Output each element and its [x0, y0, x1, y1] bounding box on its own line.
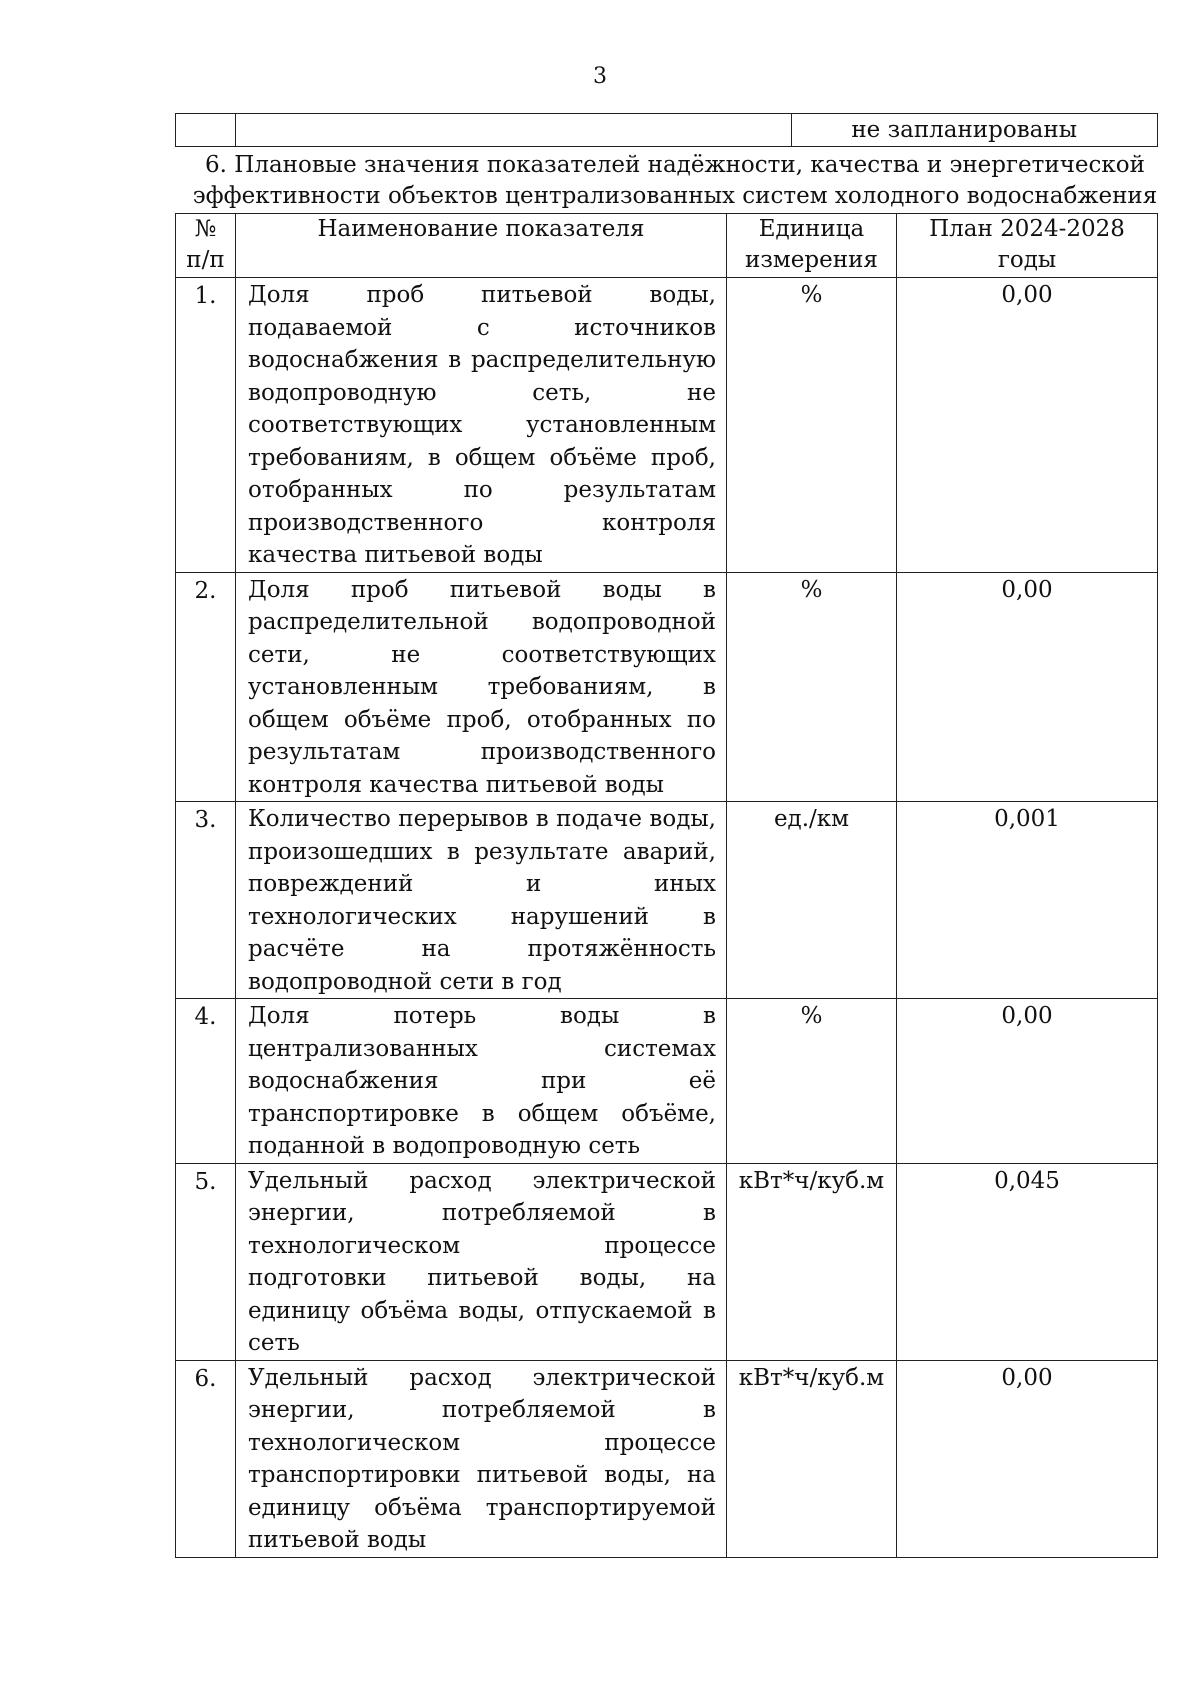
- continuation-table: [175, 113, 1158, 147]
- indicator-name: Доля потерь воды в централизованных системах водоснабжения при её транспортировке в общем объёме, поданной в водопроводную сеть: [236, 999, 727, 1164]
- row-number: 4.: [176, 999, 236, 1164]
- row-number: 1.: [176, 278, 236, 573]
- indicator-name: Количество перерывов в подаче воды, произошедших в результате аварий, повреждений и иных технологических нарушений в расчёте на протяжённость водопроводной сети в год: [236, 802, 727, 999]
- indicator-plan: 0,00: [897, 1360, 1158, 1557]
- table-row: [176, 999, 1158, 1164]
- indicator-plan: 0,00: [897, 572, 1158, 802]
- header-plan: План 2024-2028 годы: [897, 214, 1158, 278]
- table-body: [176, 278, 1158, 1558]
- row-number: 6.: [176, 1360, 236, 1557]
- indicator-unit: ед./км: [727, 802, 897, 999]
- table-header-row: [176, 214, 1158, 278]
- table-row: [176, 114, 1158, 147]
- indicator-name: Удельный расход электрической энергии, потребляемой в технологическом процессе подготовки питьевой воды, на единицу объёма воды, отпускаемой в сеть: [236, 1163, 727, 1360]
- indicator-name: Удельный расход электрической энергии, потребляемой в технологическом процессе транспортировки питьевой воды, на единицу объёма транспортируемой питьевой воды: [236, 1360, 727, 1557]
- table-row: [176, 802, 1158, 999]
- indicator-name: Доля проб питьевой воды в распределительной водопроводной сети, не соответствующих установленным требованиям, в общем объёме проб, отобранных по результатам производственного контроля качества питьевой воды: [236, 572, 727, 802]
- indicators-table: [175, 213, 1158, 1558]
- table-row: [176, 572, 1158, 802]
- indicator-plan: 0,00: [897, 278, 1158, 573]
- section-heading: 6. Плановые значения показателей надёжности, качества и энергетической эффективности объектов централизованных систем холодного водоснабжения: [192, 152, 1158, 209]
- indicator-unit: кВт*ч/куб.м: [727, 1360, 897, 1557]
- header-num: № п/п: [176, 214, 236, 278]
- indicator-unit: %: [727, 572, 897, 802]
- indicator-unit: кВт*ч/куб.м: [727, 1163, 897, 1360]
- continuation-cell-3: не запланированы: [792, 114, 1158, 147]
- row-number: 3.: [176, 802, 236, 999]
- indicator-name: Доля проб питьевой воды, подаваемой с источников водоснабжения в распределительную водопроводную сеть, не соответствующих установленным требованиям, в общем объёме проб, отобранных по результатам производственного контроля качества питьевой воды: [236, 278, 727, 573]
- table-row: [176, 1163, 1158, 1360]
- row-number: 2.: [176, 572, 236, 802]
- indicator-plan: 0,00: [897, 999, 1158, 1164]
- continuation-cell-2: [236, 114, 792, 147]
- continuation-cell-1: [176, 114, 236, 147]
- indicator-plan: 0,045: [897, 1163, 1158, 1360]
- indicator-plan: 0,001: [897, 802, 1158, 999]
- table-row: [176, 1360, 1158, 1557]
- indicator-unit: %: [727, 999, 897, 1164]
- table-row: [176, 278, 1158, 573]
- row-number: 5.: [176, 1163, 236, 1360]
- page-number: 3: [593, 64, 607, 89]
- header-name: Наименование показателя: [236, 214, 727, 278]
- indicator-unit: %: [727, 278, 897, 573]
- header-unit: Единица измерения: [727, 214, 897, 278]
